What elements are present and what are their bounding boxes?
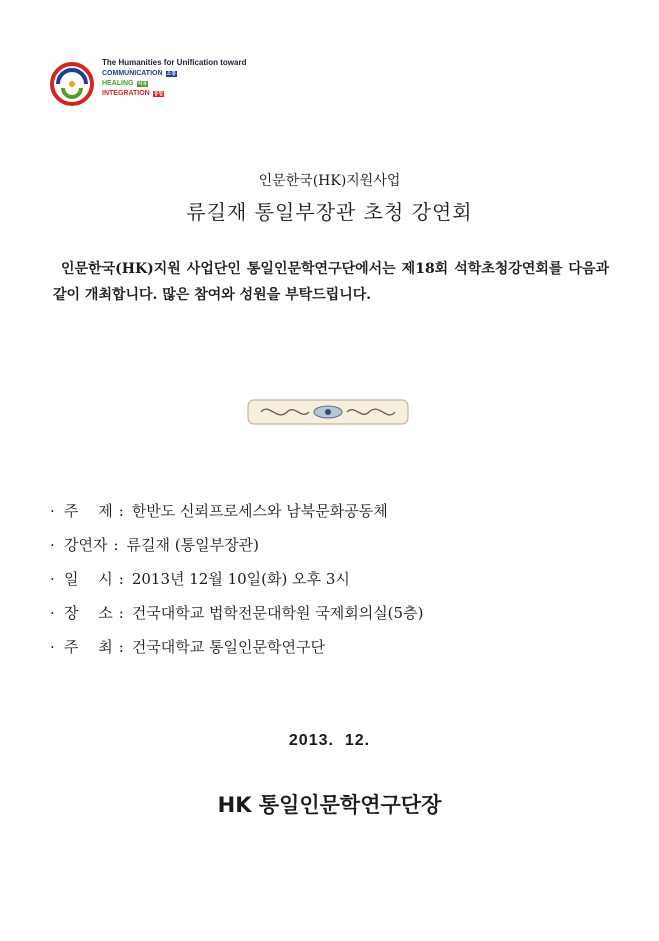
detail-value: 한반도 신뢰프로세스와 남북문화공동체 bbox=[131, 502, 388, 520]
detail-label: 주 최 bbox=[64, 638, 113, 656]
logo bbox=[50, 58, 260, 106]
intro-paragraph: 인문한국(HK)지원 사업단인 통일인문학연구단에서는 제18회 석학초청강연회를 다음과 같이 개최합니다. 많은 참여와 성원을 부탁드립니다. bbox=[53, 261, 609, 303]
detail-value: 건국대학교 통일인문학연구단 bbox=[131, 638, 325, 656]
logo-line-integration: INTEGRATION 통합 bbox=[102, 90, 164, 97]
document-subtitle: 인문한국(HK)지원사업 bbox=[258, 173, 401, 189]
detail-label: 일 시 bbox=[64, 570, 113, 588]
detail-topic: · 주 제 : 한반도 신뢰프로세스와 남북문화공동체 bbox=[50, 502, 388, 520]
logo-title: The Humanities for Unification toward bbox=[102, 58, 247, 67]
detail-host: · 주 최 : 건국대학교 통일인문학연구단 bbox=[50, 638, 325, 656]
organization-signature: HK 통일인문학연구단장 bbox=[217, 793, 442, 817]
document-title: 류길재 통일부장관 초청 강연회 bbox=[186, 200, 473, 224]
event-details-list bbox=[50, 500, 610, 670]
document-date: 2013. 12. bbox=[288, 732, 371, 749]
logo-text bbox=[102, 58, 246, 99]
detail-venue: · 장 소 : 건국대학교 법학전문대학원 국제회의실(5층) bbox=[50, 604, 424, 622]
detail-speaker: · 강연자 : 류길재 (통일부장관) bbox=[50, 536, 259, 554]
ornament-divider-icon bbox=[247, 399, 409, 425]
logo-swirl-icon bbox=[50, 62, 94, 106]
logo-line-healing: HEALING 치유 bbox=[102, 80, 148, 87]
logo-line-communication: COMMUNICATION 소통 bbox=[102, 70, 177, 77]
detail-value: 2013년 12월 10일(화) 오후 3시 bbox=[131, 570, 350, 588]
detail-value: 건국대학교 법학전문대학원 국제회의실(5층) bbox=[131, 604, 424, 622]
detail-datetime: · 일 시 : 2013년 12월 10일(화) 오후 3시 bbox=[50, 570, 350, 588]
detail-label: 강연자 bbox=[64, 536, 108, 554]
detail-label: 주 제 bbox=[64, 502, 113, 520]
detail-value: 류길재 (통일부장관) bbox=[126, 536, 259, 554]
detail-label: 장 소 bbox=[64, 604, 113, 622]
